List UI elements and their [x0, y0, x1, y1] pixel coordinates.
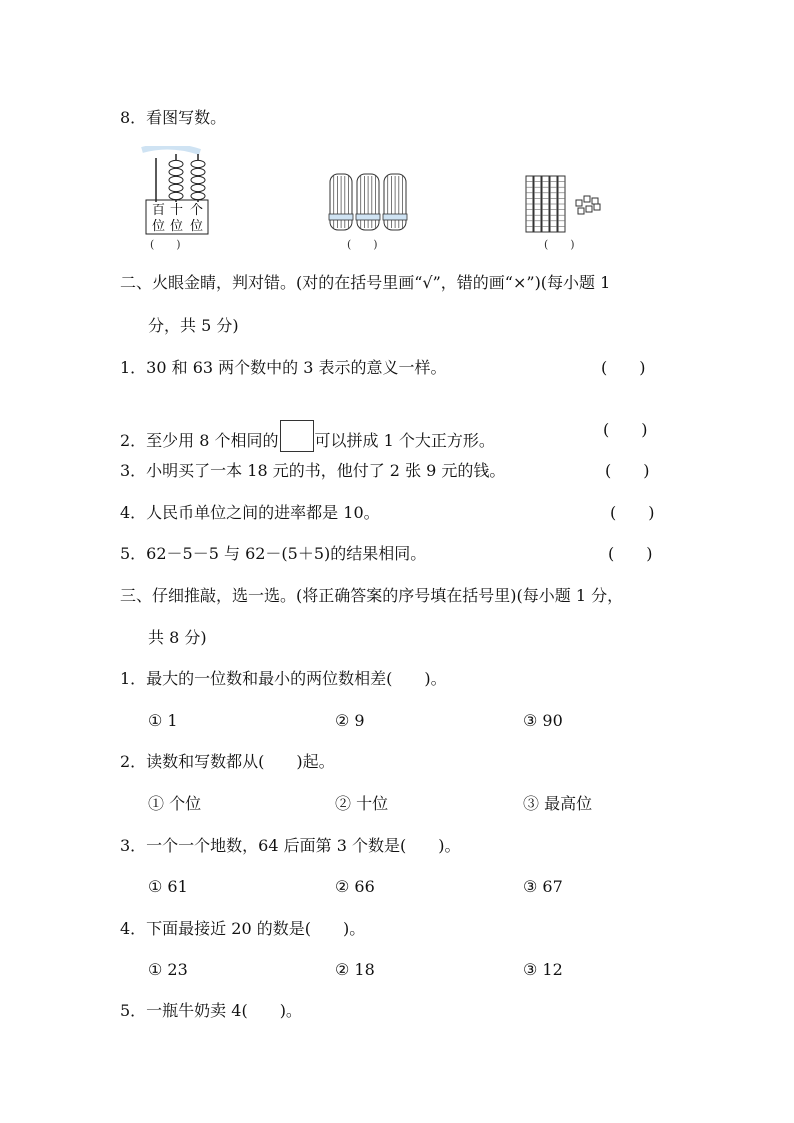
section2-heading-cont: 分，共 5 分) [148, 316, 239, 335]
unit-cubes [576, 196, 600, 214]
abacus-bead [169, 192, 183, 199]
abacus-figure [140, 146, 220, 236]
unit-cube [576, 200, 582, 206]
section3-heading-cont: 共 8 分) [148, 628, 207, 647]
s3-item-3-option-1[interactable]: ① 61 [148, 877, 188, 896]
s3-item-1-option-1[interactable]: ① 1 [148, 711, 178, 730]
bundle-band [383, 214, 407, 220]
unit-cube [586, 206, 592, 212]
abacus-label-wei-3: 位 [190, 218, 204, 233]
s3-item-1-option-3[interactable]: ③ 90 [523, 711, 563, 730]
section2-heading: 二、火眼金睛，判对错。(对的在括号里画“√”，错的画“×”)(每小题 1 [120, 273, 611, 292]
ten-rod [534, 176, 541, 232]
q8-blank-blocks[interactable]: ( ) [544, 238, 575, 251]
q8-title: 8．看图写数。 [120, 108, 227, 127]
q8-blank-bundles[interactable]: ( ) [347, 238, 378, 251]
stick-bundle [356, 174, 380, 230]
abacus-label-ones: 个 [190, 202, 204, 217]
abacus-bead [191, 184, 205, 191]
s2-item-2-blank[interactable]: ( ) [603, 420, 648, 439]
abacus-label-wei-2: 位 [170, 218, 184, 233]
s2-item-2-text-after: 可以拼成 1 个大正方形。 [314, 431, 495, 450]
ten-rod [542, 176, 549, 232]
ten-rod [558, 176, 565, 232]
abacus-bead [169, 168, 183, 175]
abacus-ones-beads [191, 160, 205, 199]
s2-item-1: 1．30 和 63 两个数中的 3 表示的意义一样。 [120, 358, 447, 377]
s3-item-4-option-1[interactable]: ① 23 [148, 960, 188, 979]
abacus-bead [191, 160, 205, 167]
s2-item-4-blank[interactable]: ( ) [610, 503, 655, 522]
s2-item-5-blank[interactable]: ( ) [608, 544, 653, 563]
s3-item-1: 1．最大的一位数和最小的两位数相差( )。 [120, 669, 447, 688]
square-figure [280, 420, 314, 452]
bundle-band [329, 214, 353, 220]
abacus-bead [191, 192, 205, 199]
stick-bundle [383, 174, 407, 230]
q8-blank-abacus[interactable]: ( ) [150, 238, 181, 251]
s3-item-3-option-2[interactable]: ② 66 [335, 877, 375, 896]
ten-rod [526, 176, 533, 232]
s3-item-3-option-3[interactable]: ③ 67 [523, 877, 563, 896]
abacus-label-hundreds: 百 [152, 202, 166, 217]
abacus-bead [169, 176, 183, 183]
abacus-tens-beads [169, 160, 183, 199]
s2-item-4: 4．人民币单位之间的进率都是 10。 [120, 503, 380, 522]
base-ten-blocks-figure [522, 174, 612, 236]
abacus-label-wei-1: 位 [152, 218, 166, 233]
abacus-bead [169, 184, 183, 191]
s2-item-3-blank[interactable]: ( ) [605, 461, 650, 480]
unit-cube [584, 196, 590, 202]
abacus-label-tens: 十 [170, 202, 184, 217]
s3-item-5: 5．一瓶牛奶卖 4( )。 [120, 1001, 302, 1020]
s3-item-2-option-3[interactable]: ③ 最高位 [523, 794, 593, 813]
s2-item-3: 3．小明买了一本 18 元的书，他付了 2 张 9 元的钱。 [120, 461, 506, 480]
s3-item-2: 2．读数和写数都从( )起。 [120, 752, 335, 771]
unit-cube [578, 208, 584, 214]
abacus-bead [191, 168, 205, 175]
s2-item-2-text-before: 2．至少用 8 个相同的 [120, 431, 279, 450]
s3-item-1-option-2[interactable]: ② 9 [335, 711, 365, 730]
s2-item-1-blank[interactable]: ( ) [601, 358, 646, 377]
stick-bundle [329, 174, 353, 230]
s3-item-4-option-3[interactable]: ③ 12 [523, 960, 563, 979]
abacus-decoration [142, 146, 200, 152]
abacus-bead [169, 160, 183, 167]
stick-bundles [329, 174, 407, 230]
ten-rod [550, 176, 557, 232]
s3-item-4: 4．下面最接近 20 的数是( )。 [120, 919, 366, 938]
unit-cube [592, 198, 598, 204]
section3-heading: 三、仔细推敲，选一选。(将正确答案的序号填在括号里)(每小题 1 分， [120, 586, 624, 605]
ten-rods [526, 176, 565, 232]
abacus-bead [191, 176, 205, 183]
s3-item-4-option-2[interactable]: ② 18 [335, 960, 375, 979]
stick-bundles-figure [326, 170, 416, 236]
bundle-band [356, 214, 380, 220]
unit-cube [594, 204, 600, 210]
s3-item-3: 3．一个一个地数，64 后面第 3 个数是( )。 [120, 836, 461, 855]
s3-item-2-option-2[interactable]: ② 十位 [335, 794, 389, 813]
s3-item-2-option-1[interactable]: ① 个位 [148, 794, 202, 813]
s2-item-5: 5．62－5－5 与 62－(5＋5)的结果相同。 [120, 544, 427, 563]
s2-item-2 [120, 420, 495, 452]
